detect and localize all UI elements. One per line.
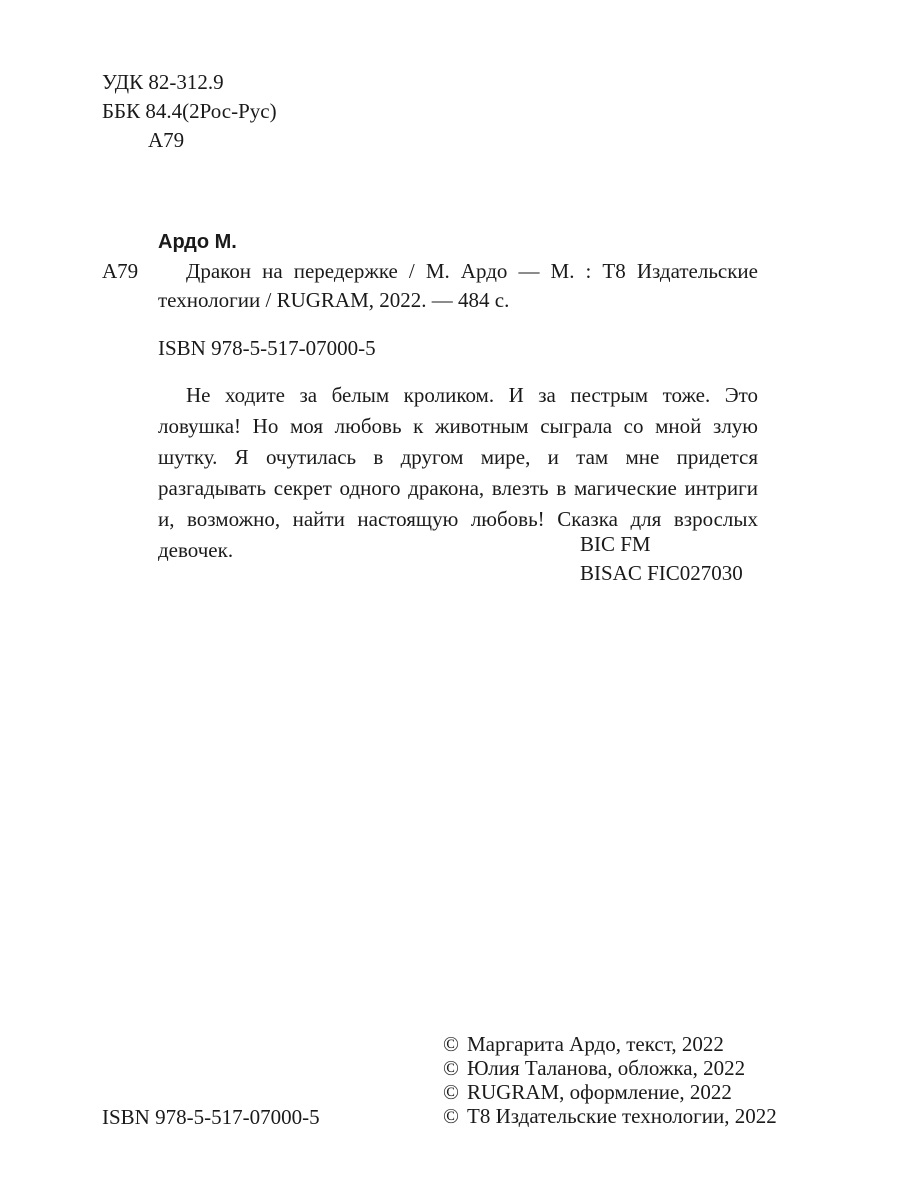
copyright-symbol: ©: [443, 1032, 459, 1056]
bisac-code: BISAC FIC027030: [580, 561, 743, 585]
classification-block: [102, 68, 277, 155]
author-name: Ардо М.: [158, 231, 237, 253]
copyright-text: Т8 Издательские технологии, 2022: [467, 1104, 777, 1128]
isbn-entry: ISBN 978-5-517-07000-5: [158, 336, 376, 360]
bbk-code: ББК 84.4(2Рос-Рус): [102, 99, 277, 123]
copyright-line: [443, 1056, 777, 1080]
copyright-text: Маргарита Ардо, текст, 2022: [467, 1032, 724, 1056]
bibliographic-description: Дракон на передержке / М. Ардо — М. : Т8 Издательские технологии / RUGRAM, 2022. — 484 с.: [158, 259, 758, 312]
copyright-notices: [443, 1032, 777, 1128]
copyright-symbol: ©: [443, 1056, 459, 1080]
copyright-line: [443, 1032, 777, 1056]
copyright-text: Юлия Таланова, обложка, 2022: [467, 1056, 746, 1080]
copyright-line: [443, 1080, 777, 1104]
bic-code: BIC FM: [580, 532, 651, 556]
copyright-symbol: ©: [443, 1104, 459, 1128]
subject-codes: [580, 530, 743, 588]
copyright-symbol: ©: [443, 1080, 459, 1104]
author-mark: А79: [102, 259, 139, 283]
author-mark-top: А79: [148, 128, 185, 152]
isbn-footer: ISBN 978-5-517-07000-5: [102, 1105, 320, 1129]
copyright-text: RUGRAM, оформление, 2022: [467, 1080, 732, 1104]
copyright-line: [443, 1104, 777, 1128]
udk-code: УДК 82-312.9: [102, 70, 224, 94]
annotation: Не ходите за белым кроликом. И за пестрым тоже. Это ловушка! Но моя любовь к животным сыграла со мной злую шутку. Я очутилась в другом мире, и там мне придется разгадывать секрет одного дракона, влезть в магические интриги и, возможно, найти настоящую любовь! Сказка для взрослых девочек.: [158, 383, 758, 562]
